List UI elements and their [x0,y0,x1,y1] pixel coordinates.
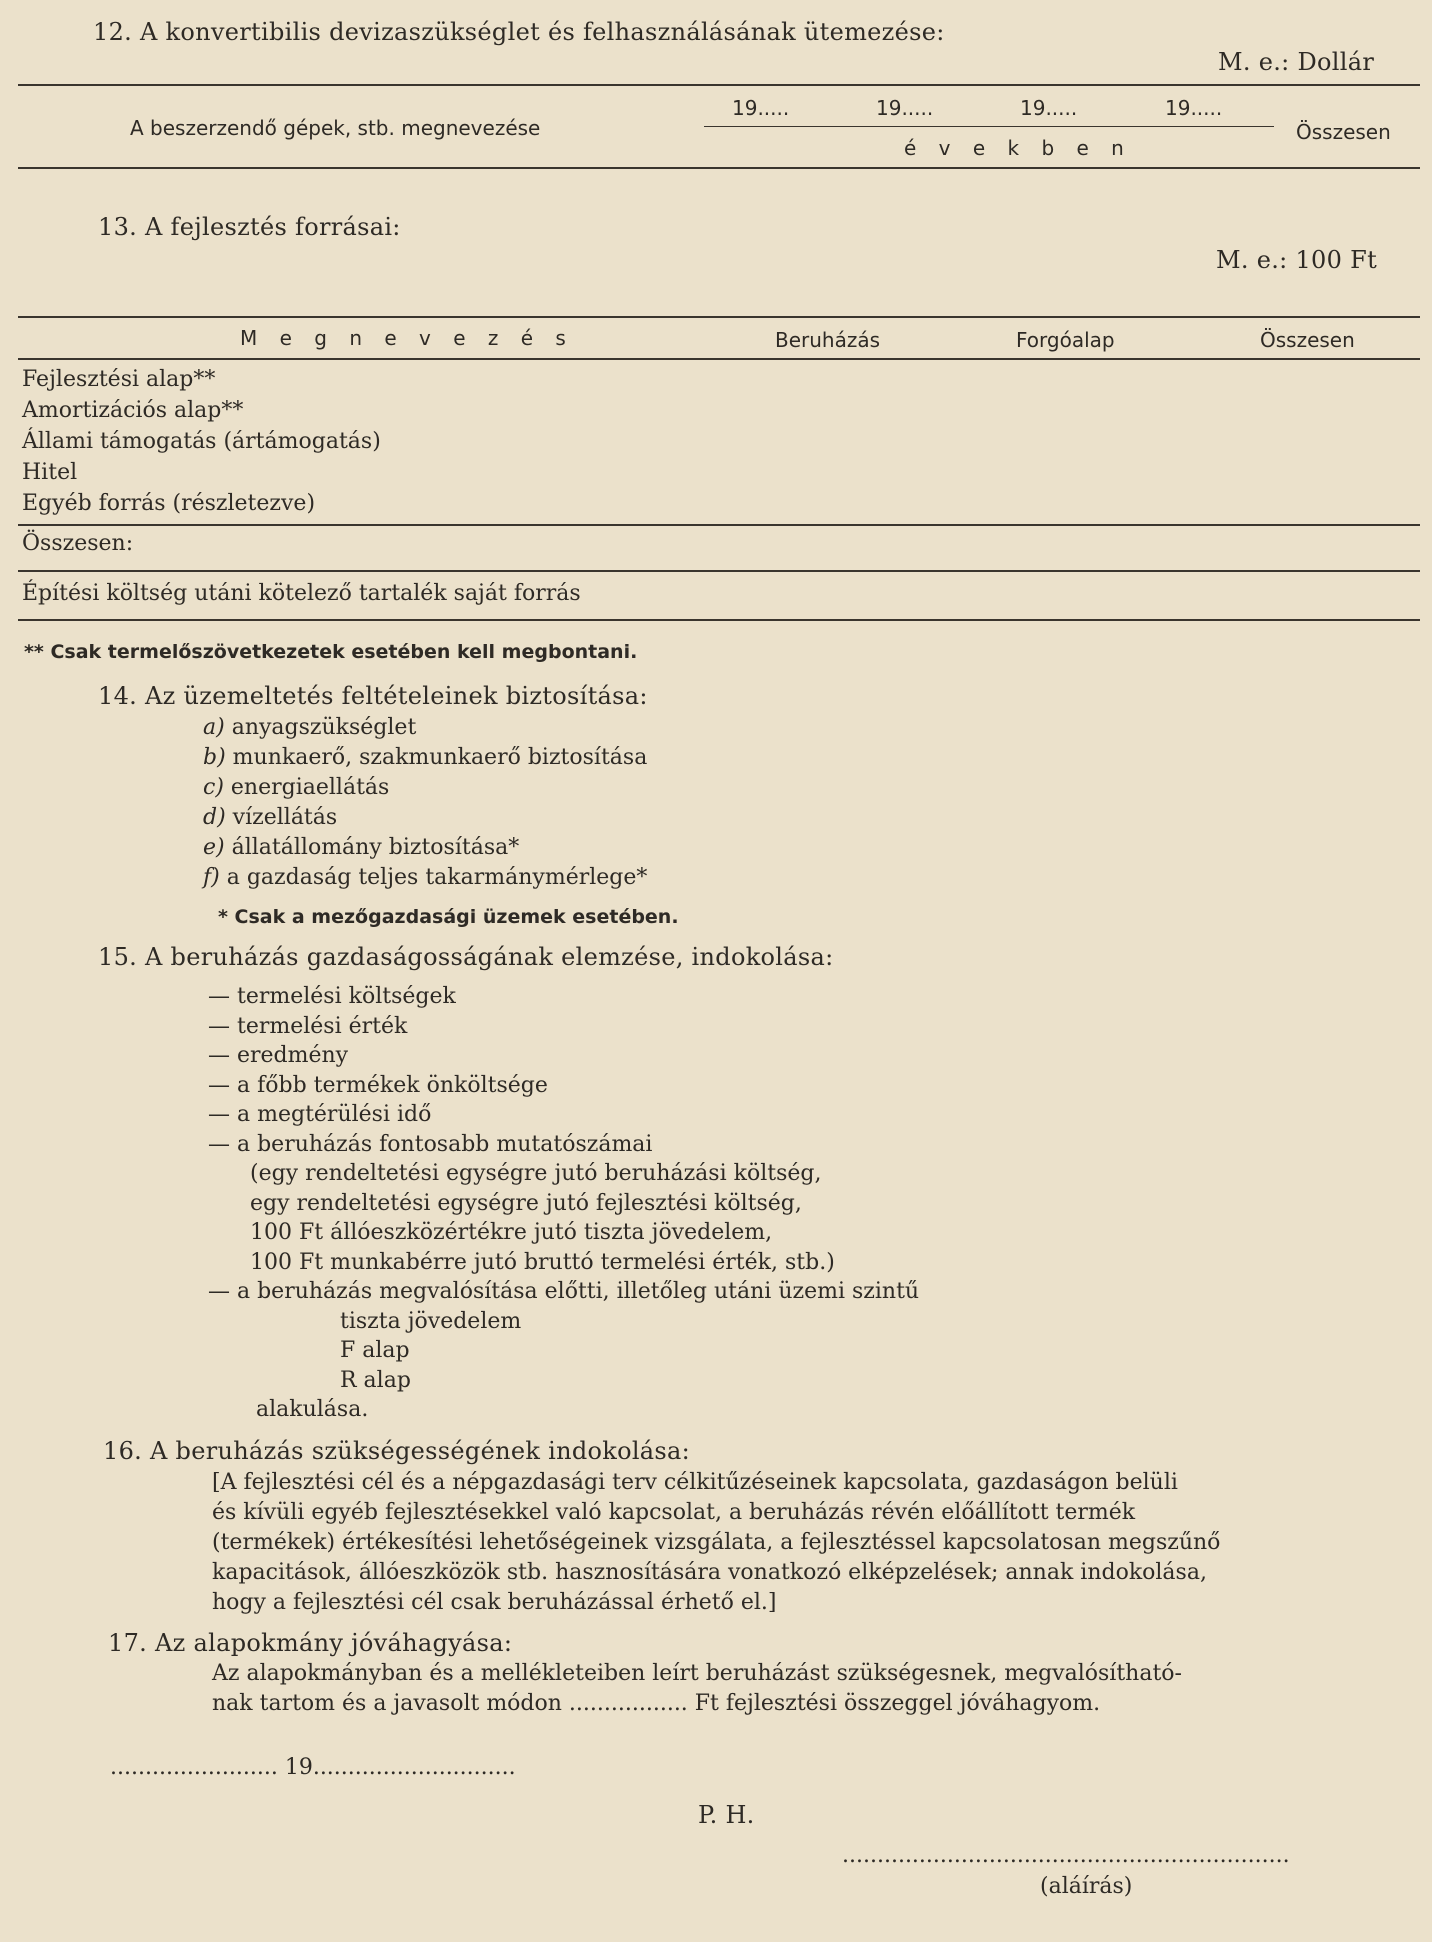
source-row: Fejlesztési alap** [22,367,216,392]
analysis-line: alakulása. [256,1397,369,1422]
section-17-title: 17. Az alapokmány jóváhagyása: [108,1629,513,1657]
justification-line: kapacitások, állóeszközök stb. hasznosítására vonatkozó elképzelések; annak indokolása, [212,1560,1207,1585]
analysis-line: R alap [340,1367,411,1393]
section-13-total: Összesen: [22,531,134,556]
condition-item: a) anyagszükséglet [203,715,417,740]
justification-line: (termékek) értékesítési lehetőségeinek vizsgálata, a fejlesztéssel kapcsolatosan megszűnő [212,1530,1221,1555]
source-row: Amortizációs alap** [22,398,244,423]
section-13-rows-rule [18,524,1420,526]
section-16-lines [212,1468,1220,1618]
section-12-years-rule [704,126,1274,127]
section-13-footnote: ** Csak termelőszövetkezetek esetében kell megbontani. [24,641,638,663]
analysis-line: F alap [340,1338,410,1363]
section-13-reserve: Építési költség utáni kötelező tartalék saját forrás [22,581,581,606]
analysis-line: tiszta jövedelem [340,1308,522,1334]
section-12-years-caption: é v e k b e n [904,136,1132,160]
section-12-col-total: Összesen [1296,120,1391,144]
section-14-title: 14. Az üzemeltetés feltételeinek biztosítása: [98,682,648,710]
section-13-total-rule [18,570,1420,572]
section-12-col-name: A beszerzendő gépek, stb. megnevezése [130,116,541,140]
analysis-line: — termelési költségek [208,984,456,1009]
section-12-year-4: 19..... [1165,96,1223,120]
section-15-lines [208,982,919,1425]
stamp-label: P. H. [698,1801,755,1829]
section-14-footnote: * Csak a mezőgazdasági üzemek esetében. [218,906,679,928]
section-13-rows [22,364,381,519]
analysis-line: — a megtérülési idő [208,1102,432,1127]
section-15-title: 15. A beruházás gazdaságosságának elemzése, indokolása: [98,943,834,971]
condition-item: d) vízellátás [203,805,338,830]
section-14-items [203,713,647,893]
date-line: ........................ 19............................. [110,1755,516,1780]
analysis-line: 100 Ft munkabérre jutó bruttó termelési érték, stb.) [250,1249,835,1275]
section-13-unit: M. e.: 100 Ft [1216,246,1378,274]
analysis-line: egy rendeltetési egységre jutó fejlesztési költség, [250,1190,802,1216]
section-12-year-2: 19..... [876,96,934,120]
signature-line: ................................................................ [842,1843,1290,1868]
section-13-title: 13. A fejlesztés forrásai: [98,213,401,241]
source-row: Hitel [22,460,78,485]
condition-item: b) munkaerő, szakmunkaerő biztosítása [203,745,648,770]
analysis-line: 100 Ft állóeszközértékre jutó tiszta jövedelem, [250,1220,773,1245]
analysis-line: — a főbb termékek önköltsége [208,1072,548,1098]
analysis-line: — eredmény [208,1043,349,1068]
section-13-top-rule [18,316,1420,318]
analysis-line: — termelési érték [208,1013,408,1039]
source-row: Egyéb forrás (részletezve) [22,491,316,516]
section-13-header-investment: Beruházás [775,328,881,352]
analysis-line: (egy rendeltetési egységre jutó beruházási költség, [250,1161,822,1186]
condition-item: c) energiaellátás [203,775,390,800]
analysis-line: — a beruházás megvalósítása előtti, illetőleg utáni üzemi szintű [208,1279,920,1304]
justification-line: hogy a fejlesztési cél csak beruházással érhető el.] [212,1590,777,1615]
justification-line: [A fejlesztési cél és a népgazdasági terv célkitűzéseinek kapcsolata, gazdaságon belüli [212,1470,1178,1495]
approval-line: nak tartom és a javasolt módon ................. Ft fejlesztési összeggel jóváhagyom. [212,1691,1101,1716]
section-12-bottom-rule [18,167,1420,169]
section-13-header-total: Összesen [1260,328,1355,352]
justification-line: és kívüli egyéb fejlesztésekkel való kapcsolat, a beruházás révén előállított termék [212,1500,1136,1525]
section-12-title: 12. A konvertibilis devizaszükséglet és felhasználásának ütemezése: [93,18,945,46]
section-12-year-1: 19..... [732,96,790,120]
section-12-year-3: 19..... [1020,96,1078,120]
source-row: Állami támogatás (ártámogatás) [22,429,381,454]
section-13-header-name: M e g n e v e z é s [240,326,574,350]
signature-label: (aláírás) [1040,1874,1133,1899]
condition-item: e) állatállomány biztosítása* [203,835,520,860]
section-16-title: 16. A beruházás szükségességének indokolása: [103,1437,691,1465]
section-13-reserve-rule [18,619,1420,621]
section-13-header-rule [18,358,1420,360]
section-12-top-rule [18,84,1420,86]
section-13-header-working-capital: Forgóalap [1016,328,1115,352]
approval-line: Az alapokmányban és a mellékleteiben leírt beruházást szükségesnek, megvalósítható- [212,1661,1182,1686]
analysis-line: — a beruházás fontosabb mutatószámai [208,1131,653,1157]
section-12-unit: M. e.: Dollár [1218,48,1375,76]
condition-item: f) a gazdaság teljes takarmánymérlege* [203,865,648,890]
section-17-lines [212,1659,1182,1719]
